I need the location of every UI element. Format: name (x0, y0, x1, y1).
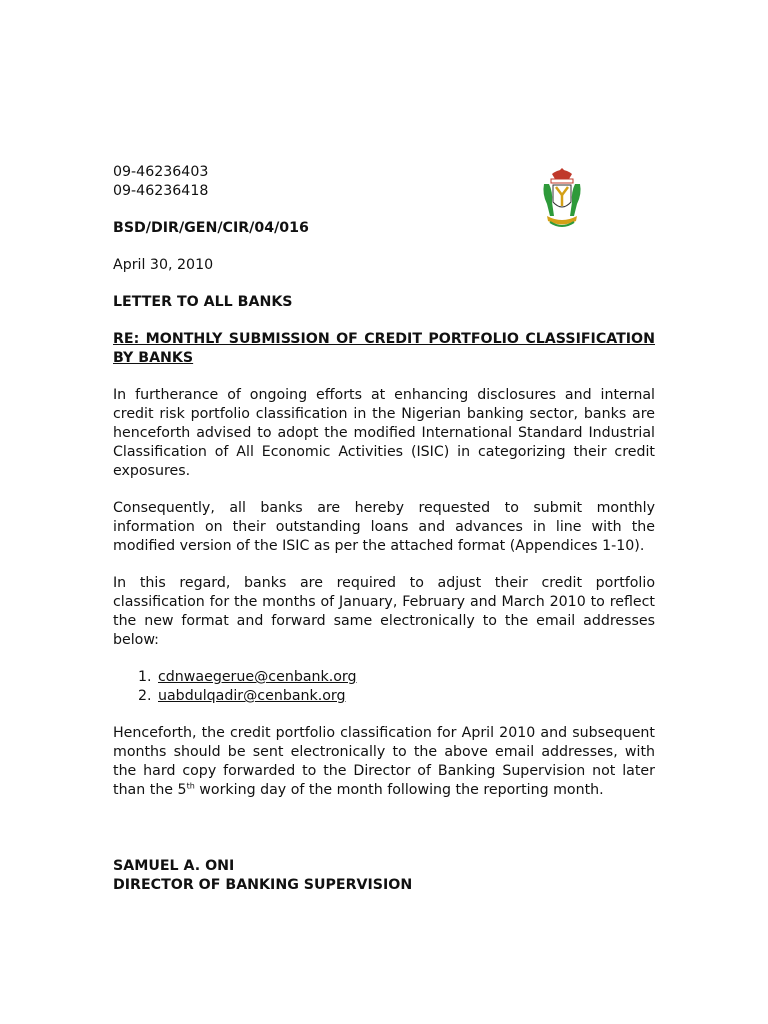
letter-body (113, 163, 655, 895)
list-number: 1. (138, 669, 152, 685)
email-list (113, 668, 655, 706)
letter-date: April 30, 2010 (113, 257, 214, 273)
list-item (138, 668, 655, 687)
signatory-name: SAMUEL A. ONI (113, 858, 235, 874)
paragraph-4-text-end: working day of the month following the reporting month. (194, 782, 604, 798)
list-item (138, 687, 655, 706)
paragraph-3: In this regard, banks are required to adjust their credit portfolio classification for the months of January, February and March 2010 to reflect the new format and forward same electronically to the email addresses below: (113, 575, 655, 648)
signature-block (113, 857, 655, 895)
phone-number-1: 09-46236403 (113, 164, 209, 180)
paragraph-2: Consequently, all banks are hereby requested to submit monthly information on their outstanding loans and advances in line with the modified version of the ISIC as per the attached format (Appendices 1-10). (113, 500, 655, 554)
signatory-title: DIRECTOR OF BANKING SUPERVISION (113, 877, 413, 893)
addressee: LETTER TO ALL BANKS (113, 294, 293, 310)
ordinal-suffix: th (186, 781, 195, 791)
email-link-2[interactable]: uabdulqadir@cenbank.org (158, 688, 346, 704)
email-link-1[interactable]: cdnwaegerue@cenbank.org (158, 669, 357, 685)
phone-number-2: 09-46236418 (113, 183, 209, 199)
reference-number: BSD/DIR/GEN/CIR/04/016 (113, 220, 309, 236)
paragraph-4-text: Henceforth, the credit portfolio classification for April 2010 and subsequent months should be sent electronically to the above email addresses, with the hard copy forwarded to the Director of Banking Supervision not later than the 5 (113, 725, 655, 798)
paragraph-4 (113, 724, 655, 800)
subject-line: RE: MONTHLY SUBMISSION OF CREDIT PORTFOLIO CLASSIFICATION BY BANKS (113, 331, 655, 366)
paragraph-1: In furtherance of ongoing efforts at enhancing disclosures and internal credit risk portfolio classification in the Nigerian banking sector, banks are henceforth advised to adopt the modified International Standard Industrial Classification of All Economic Activities (ISIC) in categorizing their credit exposures. (113, 387, 655, 479)
list-number: 2. (138, 688, 152, 704)
